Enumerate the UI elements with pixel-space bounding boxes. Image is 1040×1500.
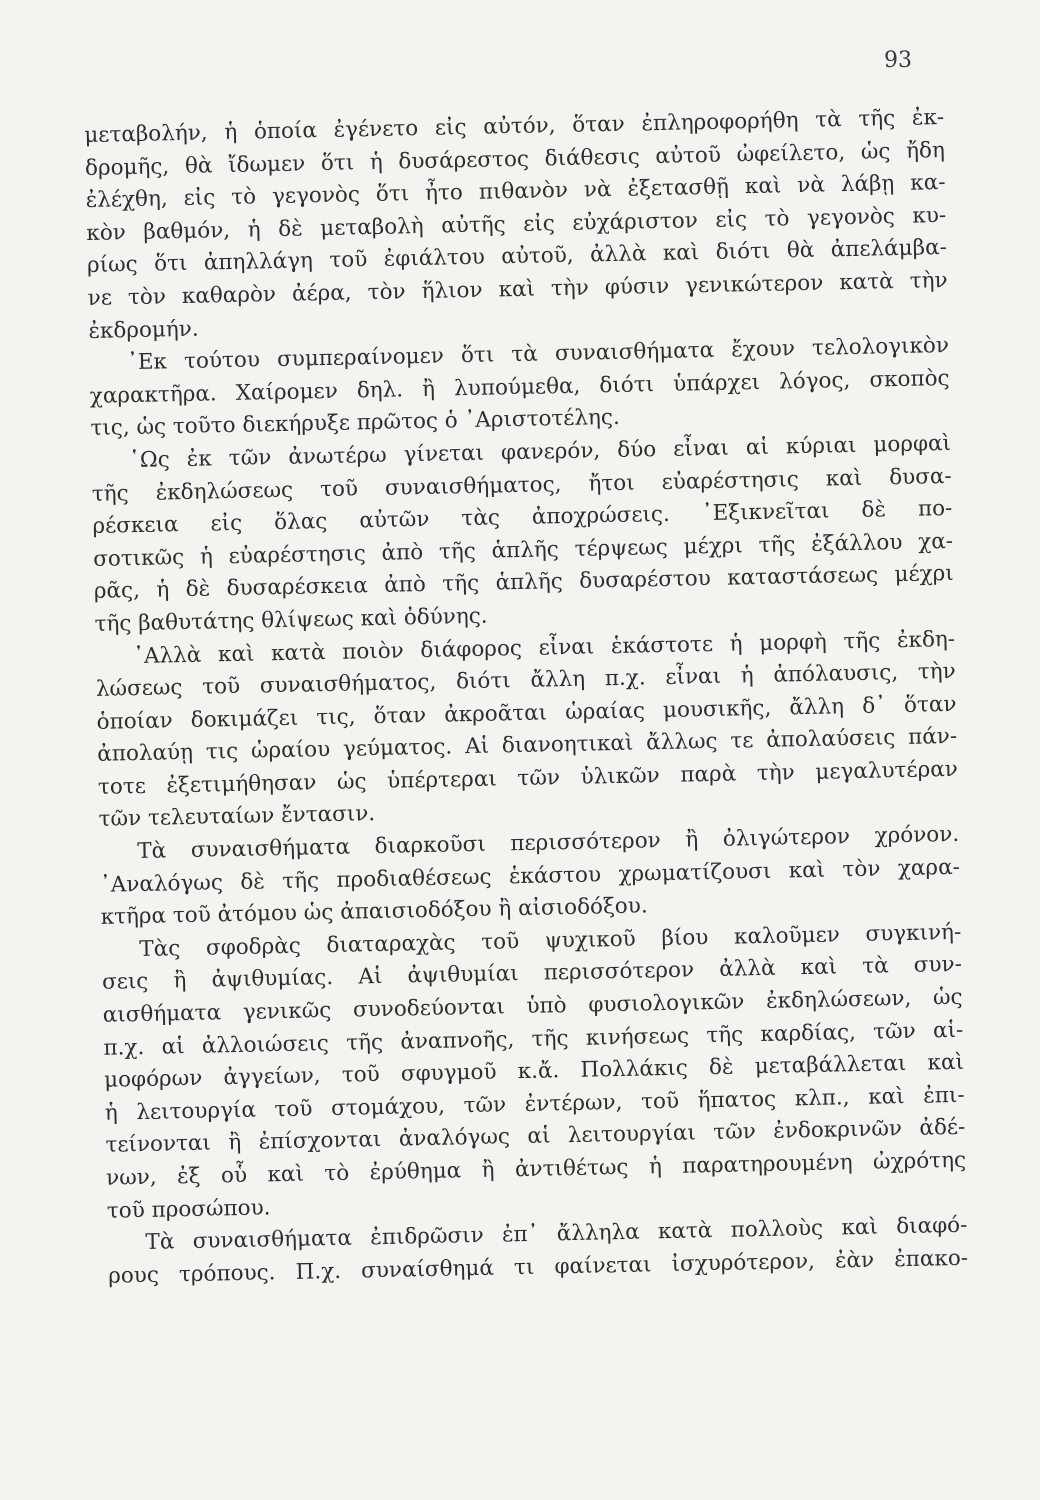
text-line: σεις ἢ ἀψιθυμίας. Αἱ ἀψιθυμίαι περισσότερον ἀλλὰ καὶ τὰ συν- [101, 952, 963, 996]
text-line: ῾Ως ἐκ τῶν ἀνωτέρω γίνεται φανερόν, δύο εἶναι αἱ κύριαι μορφαὶ [128, 430, 952, 474]
text-line: ἐλέχθη, εἰς τὸ γεγονὸς ὅτι ἦτο πιθανὸν νὰ ἐξετασθῇ καὶ νὰ λάβῃ κα- [85, 170, 946, 214]
text-line: Τὰ συναισθήματα διαρκοῦσι περισσότερον ἢ ὀλιγώτερον χρόνον. [137, 821, 960, 865]
text-line: νων, ἐξ οὗ καὶ τὸ ἐρύθημα ἢ ἀντιθέτως ἡ παρατηρουμένη ὠχρότης [105, 1147, 967, 1191]
text-line: ᾿Αναλόγως δὲ τῆς προδιαθέσεως ἑκάστου χρωματίζουσι καὶ τὸν χαρα- [99, 854, 961, 898]
text-line: λώσεως τοῦ συναισθήματος, διότι ἄλλη π.χ. εἶναι ἡ ἀπόλαυσις, τὴν [95, 658, 957, 702]
text-line: ρέσκεια εἰς ὅλας αὐτῶν τὰς ἀποχρώσεις. ᾿Εξικνεῖται δὲ πο- [92, 496, 953, 540]
text-line: τῆς βαθυτάτης θλίψεως καὶ ὀδύνης. [94, 603, 488, 637]
text-line: τοῦ προσώπου. [106, 1194, 271, 1224]
text-line: σοτικῶς ἡ εὐαρέστησις ἀπὸ τῆς ἁπλῆς τέρψεως μέχρι τῆς ἐξάλλου χα- [92, 528, 954, 572]
text-line: δρομῆς, θὰ ἴδωμεν ὅτι ἡ δυσάρεστος διάθεσις αὐτοῦ ὠφείλετο, ὡς ἤδη [84, 137, 946, 181]
body-text [84, 102, 968, 1293]
text-line: ἡ λειτουργία τοῦ στομάχου, τῶν ἐντέρων, τοῦ ἥπατος κλπ., καὶ ἐπι- [104, 1082, 965, 1126]
text-line: αισθήματα γενικῶς συνοδεύονται ὑπὸ φυσιολογικῶν ἐκδηλώσεων, ὡς [102, 984, 963, 1028]
text-line: τῶν τελευταίων ἔντασιν. [98, 801, 376, 833]
text-line: Τὰς σφοδρὰς διαταραχὰς τοῦ ψυχικοῦ βίου καλοῦμεν συγκινή- [139, 919, 962, 962]
text-line: κτῆρα τοῦ ἀτόμου ὡς ἀπαισιοδόξου ἢ αἰσιοδόξου. [100, 893, 648, 931]
text-line: νε τὸν καθαρὸν ἀέρα, τὸν ἥλιον καὶ τὴν φύσιν γενικώτερον κατὰ τὴν [87, 267, 948, 311]
text-line: ρίως ὅτι ἀπηλλάγη τοῦ ἐφιάλτου αὐτοῦ, ἀλλὰ καὶ διότι θὰ ἀπελάμβα- [86, 235, 948, 279]
text-line: τις, ὡς τοῦτο διεκήρυξε πρῶτος ὁ ᾿Αριστοτέλης. [90, 405, 621, 442]
text-line: ἀπολαύῃ τις ὡραίου γεύματος. Αἱ διανοητικαὶ ἄλλως τε ἀπολαύσεις πάν- [97, 724, 958, 768]
text-line: τείνονται ἢ ἐπίσχονται ἀναλόγως αἱ λειτουργίαι τῶν ἐνδοκρινῶν ἀδέ- [105, 1115, 966, 1159]
text-line: μοφόρων ἀγγείων, τοῦ σφυγμοῦ κ.ἄ. Πολλάκις δὲ μεταβάλλεται καὶ [103, 1050, 965, 1094]
text-line: Τὰ συναισθήματα ἐπιδρῶσιν ἐπ᾿ ἄλληλα κατὰ πολλοὺς καὶ διαφό- [145, 1212, 968, 1256]
text-line: χαρακτῆρα. Χαίρομεν δηλ. ἢ λυπούμεθα, διότι ὑπάρχει λόγος, σκοπὸς [89, 365, 950, 409]
page-number: 93 [884, 48, 912, 73]
text-line: ρᾶς, ἡ δὲ δυσαρέσκεια ἀπὸ τῆς ἁπλῆς δυσαρέστου καταστάσεως μέχρι [93, 561, 954, 605]
text-line: ᾿Εκ τούτου συμπεραίνομεν ὅτι τὰ συναισθήματα ἔχουν τελολογικὸν [126, 333, 950, 376]
text-line: μεταβολήν, ἡ ὁποία ἐγένετο εἰς αὐτόν, ὅταν ἐπληροφορήθη τὰ τῆς ἐκ- [84, 104, 945, 148]
text-line: ᾿Αλλὰ καὶ κατὰ ποιὸν διάφορος εἶναι ἑκάστοτε ἡ μορφὴ τῆς ἐκδη- [132, 626, 956, 669]
text-line: τοτε ἐξετιμήθησαν ὡς ὑπέρτεραι τῶν ὑλικῶν παρὰ τὴν μεγαλυτέραν [97, 756, 959, 800]
text-line: ὁποίαν δοκιμάζει τις, ὅταν ἀκροᾶται ὡραίας μουσικῆς, ἄλλη δ᾿ ὅταν [96, 691, 957, 735]
text-line: τῆς ἐκδηλώσεως τοῦ συναισθήματος, ἤτοι εὐαρέστησις καὶ δυσα- [91, 463, 952, 507]
text-line: ρους τρόπους. Π.χ. συναίσθημά τι φαίνεται ἰσχυρότερον, ἐὰν ἐπακο- [107, 1245, 969, 1289]
text-line: κὸν βαθμόν, ἡ δὲ μεταβολὴ αὐτῆς εἰς εὐχάριστον εἰς τὸ γεγονὸς κυ- [86, 202, 947, 246]
text-line: ἐκδρομήν. [88, 316, 199, 344]
text-line: π.χ. αἱ ἀλλοιώσεις τῆς ἀναπνοῆς, τῆς κινήσεως τῆς καρδίας, τῶν αἱ- [103, 1017, 964, 1061]
